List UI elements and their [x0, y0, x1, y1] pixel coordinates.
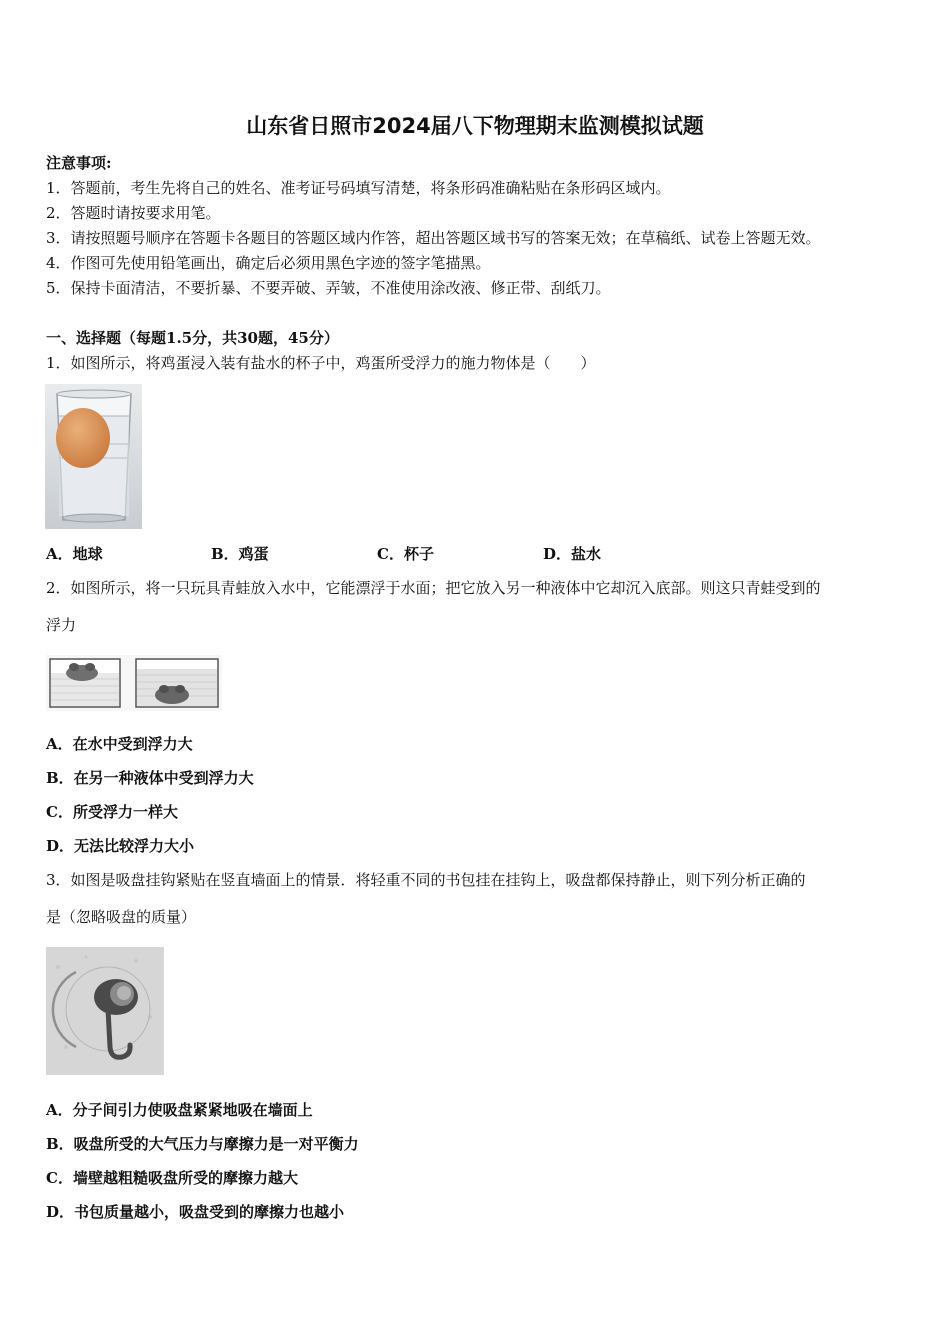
question-3-option-c: C．墙壁越粗糙吸盘所受的摩擦力越大 [46, 1169, 298, 1187]
notice-item: 3．请按照题号顺序在答题卡各题目的答题区域内作答，超出答题区域书写的答案无效；在草稿纸、试卷上答题无效。 [46, 229, 821, 247]
section-heading: 一、选择题（每题1.5分，共30题，45分） [46, 329, 339, 347]
egg-in-saltwater-figure [45, 384, 142, 529]
question-3-option-a: A．分子间引力使吸盘紧紧地吸在墙面上 [46, 1101, 313, 1119]
question-2-option-b: B．在另一种液体中受到浮力大 [46, 769, 254, 787]
notice-item: 5．保持卡面清洁，不要折暴、不要弄破、弄皱，不准使用涂改液、修正带、刮纸刀。 [46, 279, 611, 297]
question-2-stem: 2．如图所示，将一只玩具青蛙放入水中，它能漂浮于水面；把它放入另一种液体中它却沉入底部。则这只青蛙受到的 [46, 579, 821, 597]
question-2-option-c: C．所受浮力一样大 [46, 803, 178, 821]
notice-item: 1．答题前，考生先将自己的姓名、准考证号码填写清楚，将条形码准确粘贴在条形码区域内。 [46, 179, 671, 197]
notice-item: 4．作图可先使用铅笔画出，确定后必须用黑色字迹的签字笔描黑。 [46, 254, 491, 272]
question-1-stem: 1．如图所示，将鸡蛋浸入装有盐水的杯子中，鸡蛋所受浮力的施力物体是（ ） [46, 354, 596, 372]
question-2-stem-continued: 浮力 [46, 616, 77, 634]
question-2-option-a: A．在水中受到浮力大 [46, 735, 193, 753]
question-3-stem: 3．如图是吸盘挂钩紧贴在竖直墙面上的情景．将轻重不同的书包挂在挂钩上，吸盘都保持静止，则下列分析正确的 [46, 871, 806, 889]
question-3-option-b: B．吸盘所受的大气压力与摩擦力是一对平衡力 [46, 1135, 359, 1153]
toy-frog-figure [46, 655, 222, 711]
question-1-option-b: B．鸡蛋 [211, 545, 269, 563]
suction-hook-figure [46, 947, 164, 1075]
question-2-option-d: D．无法比较浮力大小 [46, 837, 195, 855]
question-3-stem-continued: 是（忽略吸盘的质量） [46, 908, 197, 926]
question-1-option-a: A．地球 [46, 545, 103, 563]
question-3-option-d: D．书包质量越小，吸盘受到的摩擦力也越小 [46, 1203, 345, 1221]
notice-item: 2．答题时请按要求用笔。 [46, 204, 221, 222]
question-1-option-c: C．杯子 [377, 545, 434, 563]
question-1-option-d: D．盐水 [543, 545, 602, 563]
notice-heading: 注意事项: [46, 154, 112, 172]
page-title: 山东省日照市2024届八下物理期末监测模拟试题 [246, 114, 704, 138]
